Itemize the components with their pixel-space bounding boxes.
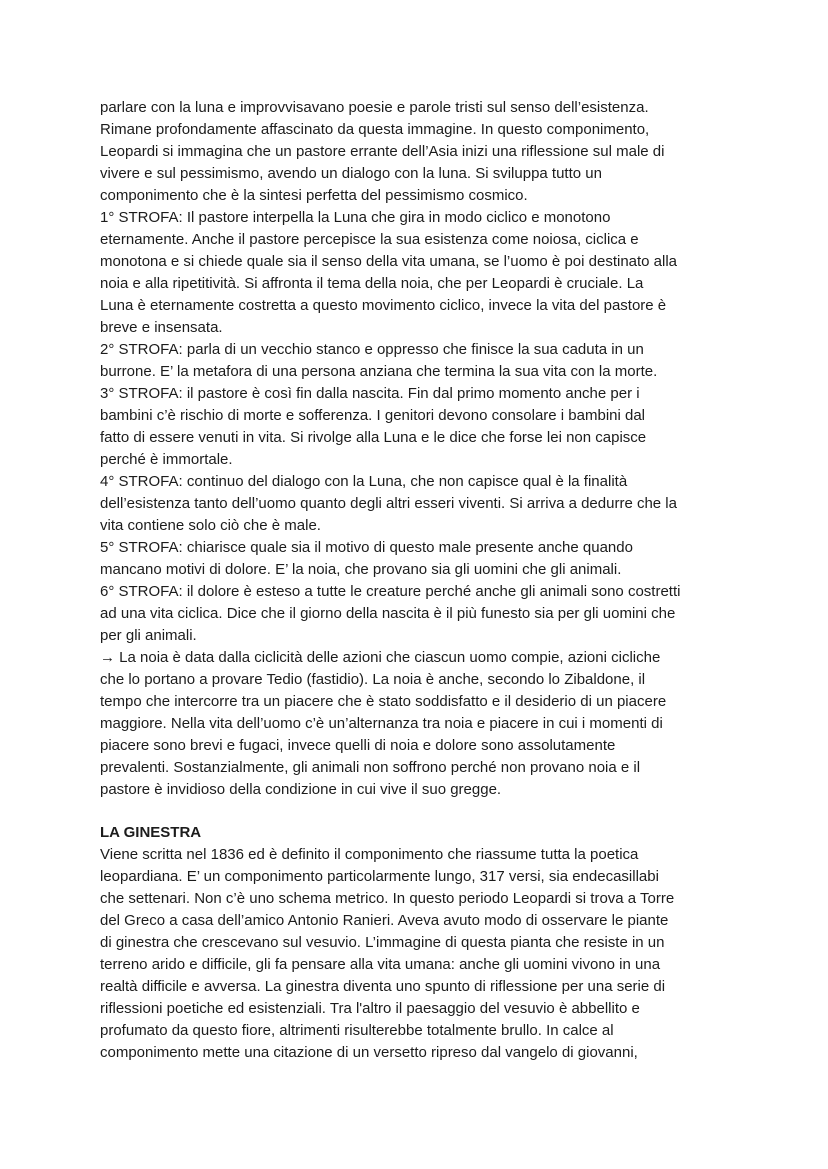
- text-line: → La noia è data dalla ciclicità delle azioni che ciascun uomo compie, azioni cicliche: [100, 649, 661, 666]
- text-line: di ginestra che crescevano sul vesuvio. L’immagine di questa pianta che resiste in un: [100, 934, 665, 951]
- section-gap: [100, 801, 740, 822]
- text-line: dell’esistenza tanto dell’uomo quanto degli altri esseri viventi. Si arriva a dedurre che la: [100, 495, 677, 512]
- text-line: componimento mette una citazione di un versetto ripreso dal vangelo di giovanni,: [100, 1044, 638, 1061]
- text-line: componimento che è la sintesi perfetta del pessimismo cosmico.: [100, 187, 528, 204]
- text-line: parlare con la luna e improvvisavano poesie e parole tristi sul senso dell’esistenza.: [100, 99, 649, 116]
- text-line: mancano motivi di dolore. E’ la noia, che provano sia gli uomini che gli animali.: [100, 561, 622, 578]
- text-line: monotona e si chiede quale sia il senso della vita umana, se l’uomo è poi destinato alla: [100, 253, 678, 270]
- text-line: 4° STROFA: continuo del dialogo con la Luna, che non capisce qual è la finalità: [100, 473, 628, 490]
- text-line: per gli animali.: [100, 627, 197, 644]
- canto-notturno-section: [100, 97, 740, 801]
- text-line: del Greco a casa dell’amico Antonio Ranieri. Aveva avuto modo di osservare le piante: [100, 912, 669, 929]
- text-line: riflessioni poetiche ed esistenziali. Tra l'altro il paesaggio del vesuvio è abbellito e: [100, 1000, 640, 1017]
- text-line: perché è immortale.: [100, 451, 233, 468]
- text-line: ad una vita ciclica. Dice che il giorno della nascita è il più funesto sia per gli uomini che: [100, 605, 676, 622]
- section-heading: LA GINESTRA: [100, 824, 202, 841]
- text-line: eternamente. Anche il pastore percepisce la sua esistenza come noiosa, ciclica e: [100, 231, 639, 248]
- text-line: 2° STROFA: parla di un vecchio stanco e oppresso che finisce la sua caduta in un: [100, 341, 644, 358]
- text-line: tempo che intercorre tra un piacere che è stato soddisfatto e il desiderio di un piacere: [100, 693, 667, 710]
- text-line: 6° STROFA: il dolore è esteso a tutte le creature perché anche gli animali sono costretti: [100, 583, 681, 600]
- text-line: Luna è eternamente costretta a questo movimento ciclico, invece la vita del pastore è: [100, 297, 667, 314]
- text-line: realtà difficile e avversa. La ginestra diventa uno spunto di riflessione per una serie di: [100, 978, 666, 995]
- text-line: profumato da questo fiore, altrimenti risulterebbe totalmente brullo. In calce al: [100, 1022, 614, 1039]
- text-line: 1° STROFA: Il pastore interpella la Luna che gira in modo ciclico e monotono: [100, 209, 611, 226]
- text-line: che settenari. Non c’è uno schema metrico. In questo periodo Leopardi si trova a Torre: [100, 890, 675, 907]
- text-line: 3° STROFA: il pastore è così fin dalla nascita. Fin dal primo momento anche per i: [100, 385, 640, 402]
- text-line: burrone. E’ la metafora di una persona anziana che termina la sua vita con la morte.: [100, 363, 658, 380]
- text-line: Leopardi si immagina che un pastore errante dell’Asia inizi una riflessione sul male di: [100, 143, 665, 160]
- text-line: che lo portano a provare Tedio (fastidio). La noia è anche, secondo lo Zibaldone, il: [100, 671, 646, 688]
- text-line: 5° STROFA: chiarisce quale sia il motivo di questo male presente anche quando: [100, 539, 633, 556]
- text-line: bambini c’è rischio di morte e sofferenza. I genitori devono consolare i bambini dal: [100, 407, 646, 424]
- text-line: Rimane profondamente affascinato da questa immagine. In questo componimento,: [100, 121, 650, 138]
- text-line: fatto di essere venuti in vita. Si rivolge alla Luna e le dice che forse lei non capisce: [100, 429, 647, 446]
- text-line: pastore è invidioso della condizione in cui vive il suo gregge.: [100, 781, 502, 798]
- text-line: maggiore. Nella vita dell’uomo c’è un’alternanza tra noia e piacere in cui i momenti di: [100, 715, 663, 732]
- la-ginestra-section: [100, 822, 740, 1064]
- text-line: leopardiana. E’ un componimento particolarmente lungo, 317 versi, sia endecasillabi: [100, 868, 659, 885]
- text-line: breve e insensata.: [100, 319, 223, 336]
- document-page: [100, 97, 740, 1064]
- text-line: vivere e sul pessimismo, avendo un dialogo con la luna. Si sviluppa tutto un: [100, 165, 602, 182]
- text-line: piacere sono brevi e fugaci, invece quelli di noia e dolore sono assolutamente: [100, 737, 616, 754]
- text-line: noia e alla ripetitività. Si affronta il tema della noia, che per Leopardi è cruciale. La: [100, 275, 644, 292]
- text-line: prevalenti. Sostanzialmente, gli animali non soffrono perché non provano noia e il: [100, 759, 641, 776]
- text-line: terreno arido e difficile, gli fa pensare alla vita umana: anche gli uomini vivono in una: [100, 956, 661, 973]
- text-line: vita contiene solo ciò che è male.: [100, 517, 321, 534]
- text-line: Viene scritta nel 1836 ed è definito il componimento che riassume tutta la poetica: [100, 846, 639, 863]
